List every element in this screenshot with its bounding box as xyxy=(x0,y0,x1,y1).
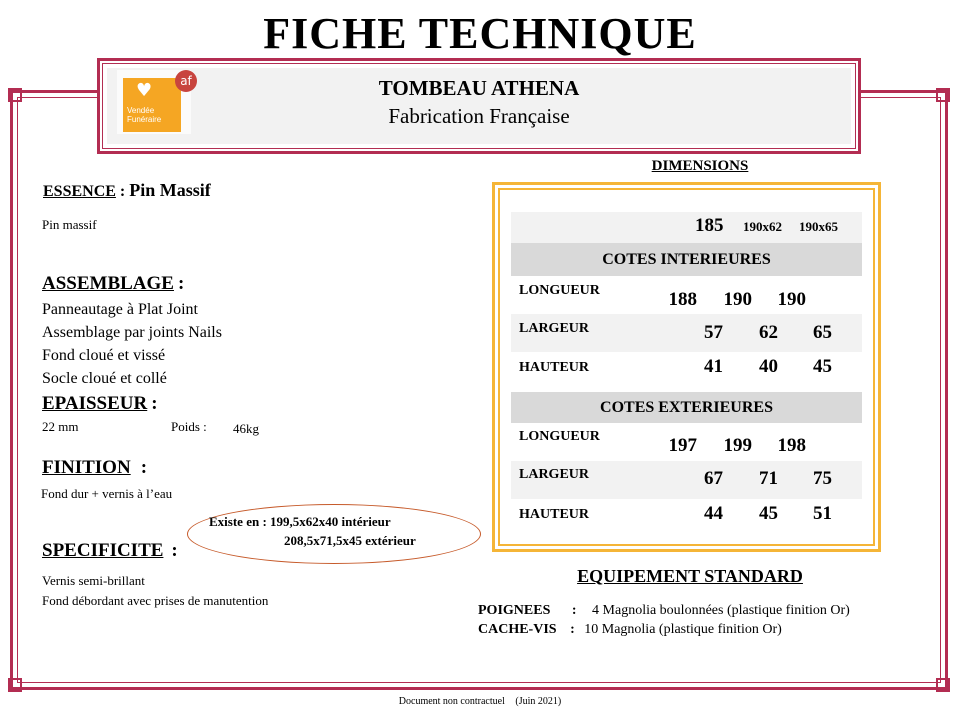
cell-value: 65 xyxy=(813,322,832,343)
poids-value: 46kg xyxy=(233,421,259,436)
footer-disclaimer: Document non contractuel xyxy=(398,696,505,707)
row-label: LONGUEUR xyxy=(519,429,600,444)
essence-colon: : xyxy=(119,183,126,200)
equipement-item-sep: : xyxy=(571,603,577,618)
dimensions-title: DIMENSIONS xyxy=(651,158,749,174)
epaisseur-colon: : xyxy=(151,393,158,414)
cell-value: 75 xyxy=(813,468,832,489)
equipement-title: EQUIPEMENT STANDARD xyxy=(577,566,803,586)
assemblage-line: Panneautage à Plat Joint xyxy=(42,301,198,318)
logo-badge: af xyxy=(175,70,197,92)
variant-note-line1: Existe en : 199,5x62x40 intérieur xyxy=(209,514,391,529)
row-label: LONGUEUR xyxy=(519,283,600,298)
specificite-line: Vernis semi-brillant xyxy=(42,573,145,588)
assemblage-line: Socle cloué et collé xyxy=(42,370,167,387)
poids-label: Poids : xyxy=(171,419,207,434)
table-row xyxy=(511,423,862,461)
cell-value: 188 xyxy=(668,289,697,310)
table-row xyxy=(511,352,862,390)
assemblage-line: Fond cloué et vissé xyxy=(42,347,166,364)
product-name: TOMBEAU ATHENA xyxy=(378,76,580,100)
specificite-heading xyxy=(42,540,178,562)
cell-value: 198 xyxy=(777,435,806,456)
footer-date: (Juin 2021) xyxy=(515,696,562,707)
logo-text-1: Vendée xyxy=(127,106,155,115)
equipement-item-sep: : xyxy=(570,622,575,637)
equipement-item-value: 10 Magnolia (plastique finition Or) xyxy=(584,622,782,637)
equipement-item-value: 4 Magnolia boulonnées (plastique finition Or) xyxy=(592,603,850,618)
table-row xyxy=(511,276,862,314)
cell-value: 67 xyxy=(704,468,723,489)
size-2: 190x62 xyxy=(743,219,782,234)
cotes-interieures-title: COTES INTERIEURES xyxy=(602,251,771,268)
essence-value: Pin Massif xyxy=(129,180,211,200)
assemblage-colon: : xyxy=(177,273,185,294)
assemblage-list xyxy=(42,298,222,390)
logo-text-2: Funéraire xyxy=(127,115,162,124)
finition-value: Fond dur + vernis à l’eau xyxy=(41,486,173,501)
row-label: LARGEUR xyxy=(519,467,590,482)
specificite-colon: : xyxy=(171,540,178,561)
cell-value: 71 xyxy=(759,468,778,489)
row-label: LARGEUR xyxy=(519,321,590,336)
equipement-item-poignees xyxy=(478,603,850,619)
cotes-exterieures-title: COTES EXTERIEURES xyxy=(600,399,773,416)
header-box xyxy=(97,58,861,154)
cell-value: 199 xyxy=(723,435,752,456)
size-1: 185 xyxy=(695,215,724,236)
assemblage-line: Assemblage par joints Nails xyxy=(42,324,222,341)
cotes-interieures-header xyxy=(511,243,862,276)
specificite-list xyxy=(42,571,268,611)
cell-value: 45 xyxy=(759,503,778,524)
essence-section xyxy=(43,180,211,201)
cell-value: 41 xyxy=(704,356,723,377)
cell-value: 62 xyxy=(759,322,778,343)
cell-value: 40 xyxy=(759,356,778,377)
essence-label: ESSENCE xyxy=(43,183,116,200)
specificite-line: Fond débordant avec prises de manutention xyxy=(42,593,269,608)
product-subtitle: Fabrication Française xyxy=(388,104,570,128)
variant-note-line2: 208,5x71,5x45 extérieur xyxy=(284,533,416,548)
epaisseur-label: EPAISSEUR xyxy=(42,393,148,414)
cell-value: 44 xyxy=(704,503,723,524)
cell-value: 51 xyxy=(813,503,832,524)
essence-detail: Pin massif xyxy=(42,217,97,232)
table-row xyxy=(511,314,862,352)
equipement-item-label: POIGNEES xyxy=(478,603,551,618)
finition-label: FINITION xyxy=(42,457,131,478)
cotes-exterieures-header xyxy=(511,392,862,423)
assemblage-heading xyxy=(42,273,184,295)
cell-value: 45 xyxy=(813,356,832,377)
finition-colon: : xyxy=(140,457,148,478)
cell-value: 190 xyxy=(777,289,806,310)
table-row xyxy=(511,499,862,530)
cell-value: 197 xyxy=(668,435,697,456)
heart-icon: ♥ xyxy=(136,80,153,101)
page-title: FICHE TECHNIQUE xyxy=(263,9,697,58)
specificite-label: SPECIFICITE xyxy=(42,540,164,561)
table-row xyxy=(511,461,862,499)
footer xyxy=(0,696,960,707)
row-label: HAUTEUR xyxy=(519,507,590,522)
epaisseur-value: 22 mm xyxy=(42,419,79,434)
sizes-row xyxy=(511,212,862,243)
equipement-item-label: CACHE-VIS xyxy=(478,622,557,637)
row-label: HAUTEUR xyxy=(519,360,590,375)
size-3: 190x65 xyxy=(799,219,838,234)
epaisseur-heading xyxy=(42,393,158,415)
equipement-item-cache-vis xyxy=(478,622,782,638)
finition-heading xyxy=(42,457,147,479)
cell-value: 190 xyxy=(723,289,752,310)
assemblage-label: ASSEMBLAGE xyxy=(42,273,174,294)
cell-value: 57 xyxy=(704,322,723,343)
